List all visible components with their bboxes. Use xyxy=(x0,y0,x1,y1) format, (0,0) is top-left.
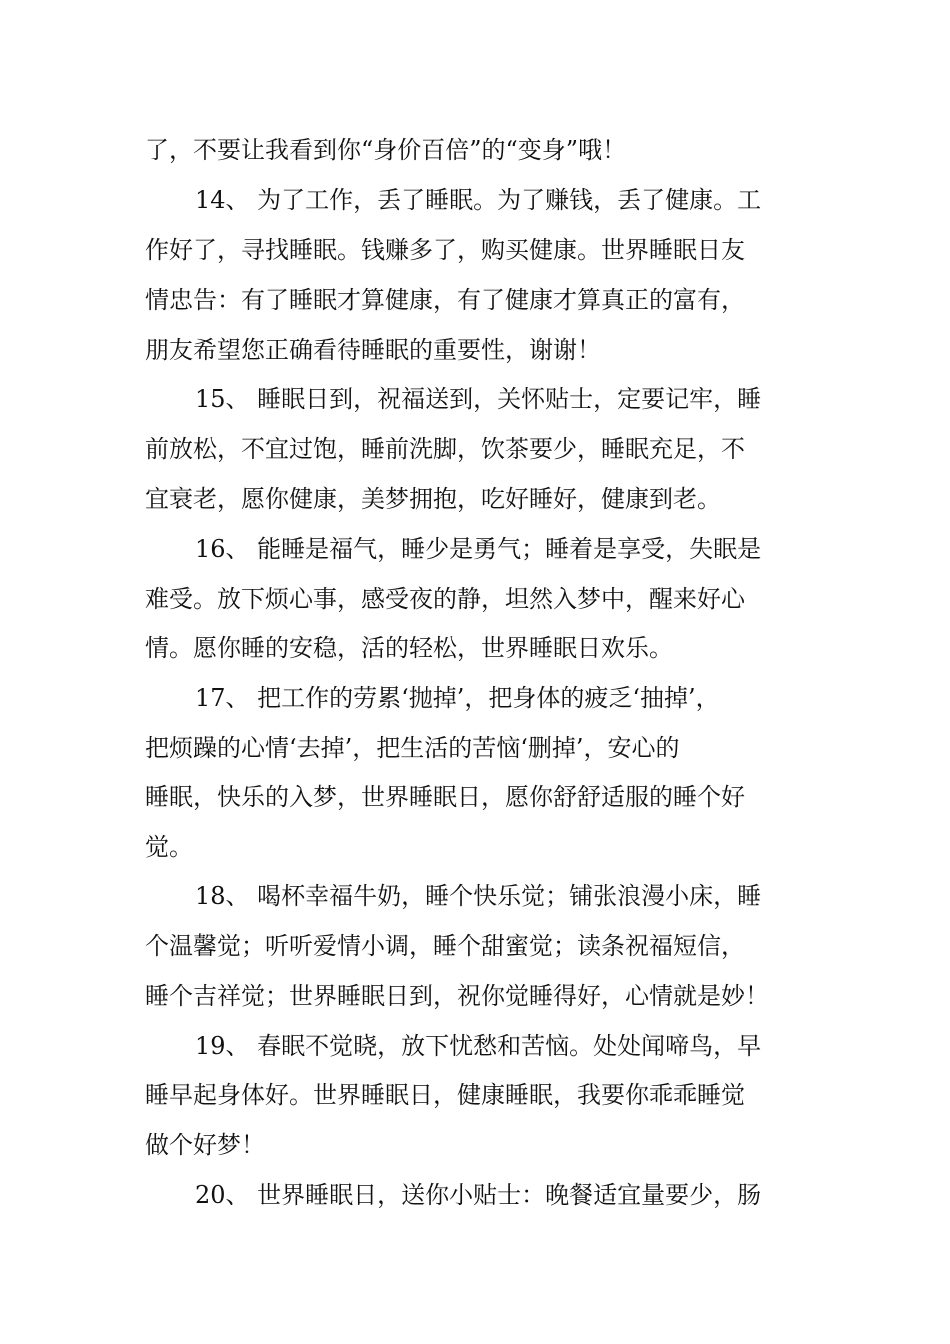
text-line: 个温馨觉；听听爱情小调，睡个甜蜜觉；读条祝福短信， xyxy=(145,932,745,960)
text-line: 做个好梦！ xyxy=(145,1131,265,1159)
text-line: 情忠告：有了睡眠才算健康，有了健康才算真正的富有， xyxy=(145,286,745,314)
text-line: 16、 能睡是福气，睡少是勇气；睡着是享受，失眠是 xyxy=(195,535,762,563)
text-line: 14、 为了工作，丢了睡眠。为了赚钱，丢了健康。工 xyxy=(195,186,762,214)
text-line: 睡个吉祥觉；世界睡眠日到，祝你觉睡得好，心情就是妙！ xyxy=(145,982,769,1010)
text-line: 作好了，寻找睡眠。钱赚多了，购买健康。世界睡眠日友 xyxy=(145,236,745,264)
text-line: 20、 世界睡眠日，送你小贴士：晚餐适宜量要少，肠 xyxy=(195,1181,762,1209)
text-line: 睡早起身体好。世界睡眠日，健康睡眠，我要你乖乖睡觉 xyxy=(145,1081,745,1109)
text-line: 情。愿你睡的安稳，活的轻松，世界睡眠日欢乐。 xyxy=(145,634,673,662)
text-line: 难受。放下烦心事，感受夜的静，坦然入梦中，醒来好心 xyxy=(145,585,745,613)
text-line: 15、 睡眠日到，祝福送到，关怀贴士，定要记牢，睡 xyxy=(195,385,762,413)
text-line: 18、 喝杯幸福牛奶，睡个快乐觉；铺张浪漫小床，睡 xyxy=(195,882,762,910)
text-line: 觉。 xyxy=(145,833,193,861)
text-line: 宜衰老，愿你健康，美梦拥抱，吃好睡好，健康到老。 xyxy=(145,485,721,513)
text-line: 19、 春眠不觉晓，放下忧愁和苦恼。处处闻啼鸟，早 xyxy=(195,1032,762,1060)
text-line: 17、 把工作的劳累‘抛掉’，把身体的疲乏‘抽掉’， xyxy=(195,684,720,712)
text-line: 睡眠，快乐的入梦，世界睡眠日，愿你舒舒适服的睡个好 xyxy=(145,783,745,811)
text-line: 了，不要让我看到你“身价百倍”的“变身”哦！ xyxy=(145,136,627,164)
text-line: 朋友希望您正确看待睡眠的重要性，谢谢！ xyxy=(145,336,601,364)
text-line: 前放松，不宜过饱，睡前洗脚，饮茶要少，睡眠充足，不 xyxy=(145,435,745,463)
text-line: 把烦躁的心情‘去掉’，把生活的苦恼‘删掉’，安心的 xyxy=(145,734,680,762)
